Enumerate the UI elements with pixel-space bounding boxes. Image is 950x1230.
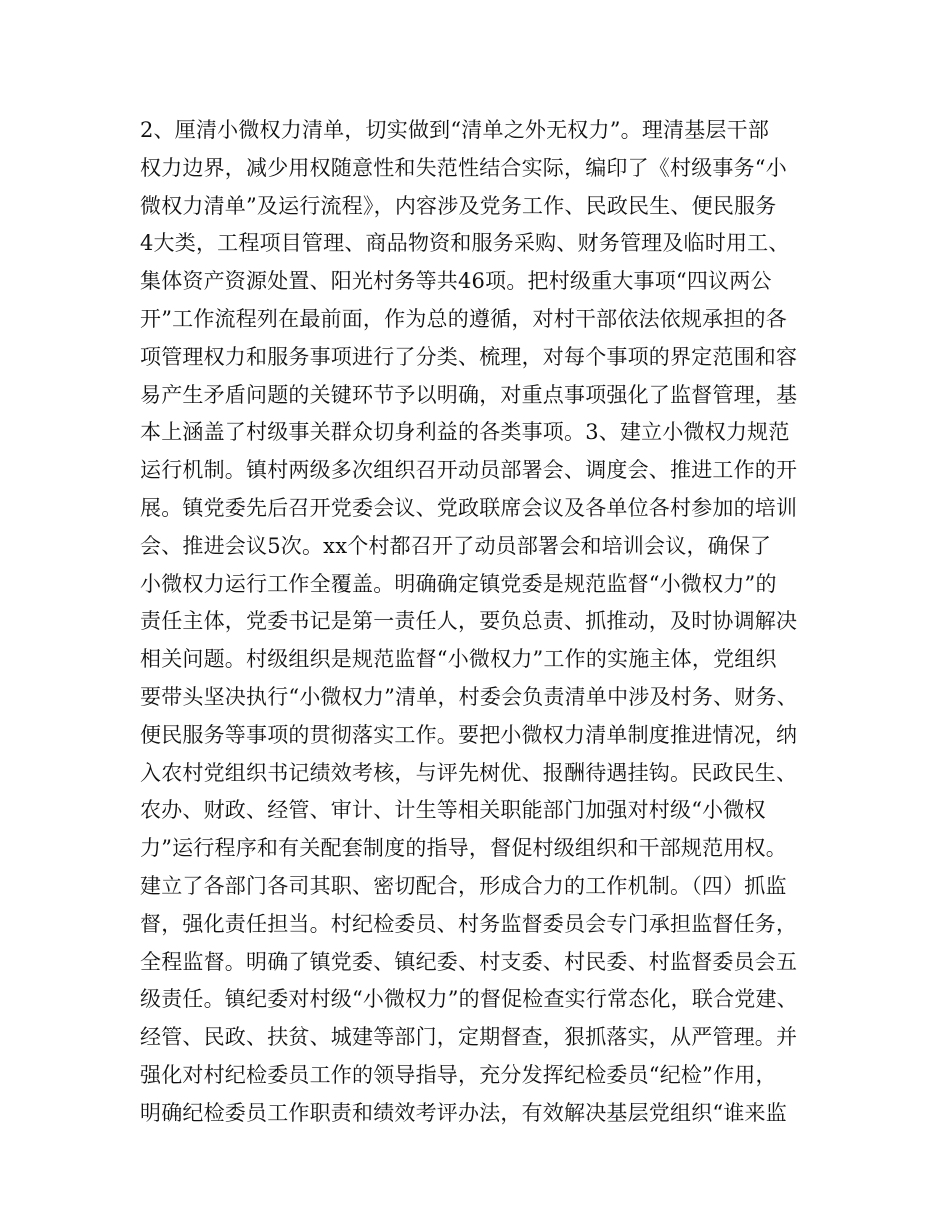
text-line: 级责任。镇纪委对村级“小微权力”的督促检查实行常态化，联合党建、	[140, 987, 798, 1012]
text-line: 会、推进会议5次。xx个村都召开了动员部署会和培训会议，确保了	[140, 533, 772, 558]
text-line: 明确纪检委员工作职责和绩效考评办法，有效解决基层党组织“谁来监	[140, 1100, 787, 1125]
text-line: 2、厘清小微权力清单，切实做到“清单之外无权力”。理清基层干部	[140, 118, 770, 142]
text-line: 权力边界，减少用权随意性和失范性结合实际，编印了《村级事务“小	[140, 155, 787, 180]
text-line: 强化对村纪检委员工作的领导指导，充分发挥纪检委员“纪检”作用，	[140, 1062, 777, 1087]
text-line: 建立了各部门各司其职、密切配合，形成合力的工作机制。（四）抓监	[140, 873, 787, 898]
text-line: 项管理权力和服务事项进行了分类、梳理，对每个事项的界定范围和容	[140, 344, 798, 369]
text-line: 运行机制。镇村两级多次组织召开动员部署会、调度会、推进工作的开	[140, 458, 798, 483]
text-line: 相关问题。村级组织是规范监督“小微权力”工作的实施主体，党组织	[140, 647, 777, 672]
text-line: 责任主体，党委书记是第一责任人，要负总责、抓推动，及时协调解决	[140, 609, 798, 634]
text-line: 力”运行程序和有关配套制度的指导，督促村级组织和干部规范用权。	[140, 836, 787, 861]
body-text	[140, 112, 840, 1133]
text-line: 展。镇党委先后召开党委会议、党政联席会议及各单位各村参加的培训	[140, 495, 798, 520]
text-line: 农办、财政、经管、审计、计生等相关职能部门加强对村级“小微权	[140, 798, 766, 823]
text-line: 集体资产资源处置、阳光村务等共46项。把村级重大事项“四议两公	[140, 269, 772, 294]
text-line: 要带头坚决执行“小微权力”清单，村委会负责清单中涉及村务、财务、	[140, 684, 798, 709]
text-line: 便民服务等事项的贯彻落实工作。要把小微权力清单制度推进情况，纳	[140, 722, 798, 747]
text-line: 督，强化责任担当。村纪检委员、村务监督委员会专门承担监督任务，	[140, 911, 798, 936]
text-line: 小微权力运行工作全覆盖。明确确定镇党委是规范监督“小微权力”的	[140, 571, 777, 596]
text-line: 开”工作流程列在最前面，作为总的遵循，对村干部依法依规承担的各	[140, 306, 787, 331]
text-line: 4大类，工程项目管理、商品物资和服务采购、财务管理及临时用工、	[140, 231, 790, 256]
text-line: 微权力清单”及运行流程》，内容涉及党务工作、民政民生、便民服务	[140, 193, 777, 218]
text-line: 本上涵盖了村级事关群众切身利益的各类事项。3、建立小微权力规范	[140, 420, 790, 445]
text-line: 易产生矛盾问题的关键环节予以明确，对重点事项强化了监督管理，基	[140, 382, 798, 407]
text-line: 经管、民政、扶贫、城建等部门，定期督查，狠抓落实，从严管理。并	[140, 1025, 798, 1050]
text-line: 入农村党组织书记绩效考核，与评先树优、报酬待遇挂钩。民政民生、	[140, 760, 798, 785]
text-line: 全程监督。明确了镇党委、镇纪委、村支委、村民委、村监督委员会五	[140, 949, 798, 974]
